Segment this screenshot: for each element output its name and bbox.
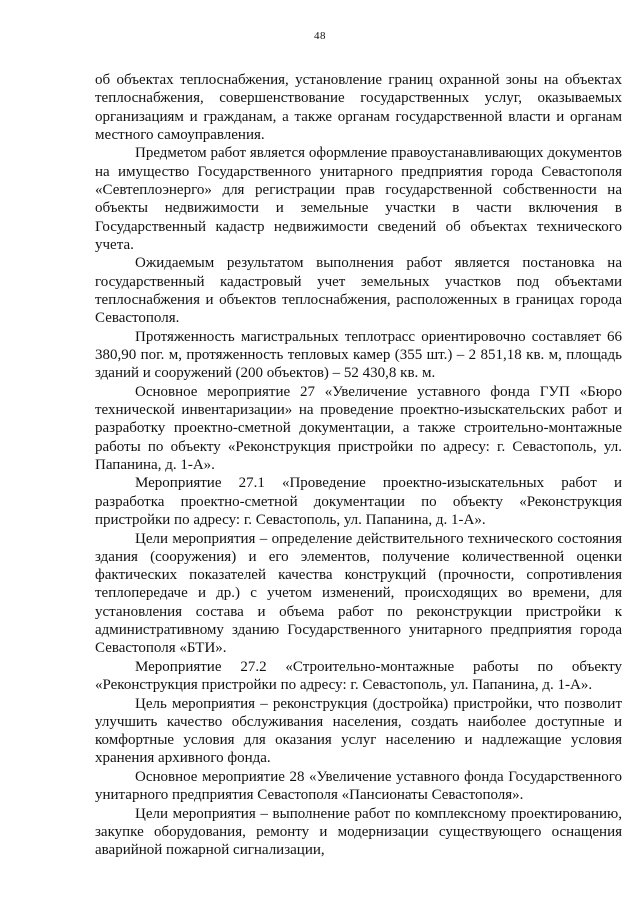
paragraph-main-measure-28: Основное мероприятие 28 «Увеличение уставного фонда Государственного унитарного предприятия Севастополя «Пансионаты Севастополя». xyxy=(95,768,622,804)
paragraph-measure-27-2: Мероприятие 27.2 «Строительно-монтажные работы по объекту «Реконструкция пристройки по адресу: г. Севастополь, ул. Папанина, д. 1-А». xyxy=(95,658,622,694)
paragraph-continuation: об объектах теплоснабжения, установление границ охранной зоны на объектах теплоснабжения, совершенствование государственных услуг, оказываемых организациям и гражданам, а также органам государственной власти и органам местного самоуправления. xyxy=(95,72,622,143)
paragraph-expected-result: Ожидаемым результатом выполнения работ является постановка на государственный кадастровый учет земельных участков под объектами теплоснабжения и объектов теплоснабжения, расположенных в границах города Севастополя. xyxy=(95,255,622,327)
paragraph-measure-27-2-goal: Цель мероприятия – реконструкция (достройка) пристройки, что позволит улучшить качество обслуживания населения, создать наиболее доступные и комфортные условия для оказания услуг населению и надлежащие условия хранения архивного фонда. xyxy=(95,695,622,767)
paragraph-main-measure-27: Основное мероприятие 27 «Увеличение уставного фонда ГУП «Бюро технической инвентаризации» на проведение проектно-изыскательских работ и разработку проектно-сметной документации, а также строительно-монтажные работы по объекту «Реконструкция пристройки по адресу: г. Севастополь, ул. Папанина, д. 1-А». xyxy=(95,383,622,473)
paragraph-length-figures: Протяженность магистральных теплотрасс ориентировочно составляет 66 380,90 пог. м, протяженность тепловых камер (355 шт.) – 2 851,18 кв. м, площадь зданий и сооружений (200 объектов) – 52 430,8 кв. м. xyxy=(95,328,622,382)
paragraph-measure-28-goals: Цели мероприятия – выполнение работ по комплексному проектированию, закупке оборудования, ремонту и модернизации существующего оснащения аварийной пожарной сигнализации, xyxy=(95,805,622,859)
paragraph-subject-of-work: Предметом работ является оформление правоустанавливающих документов на имущество Государственного унитарного предприятия города Севастополя «Севтеплоэнерго» для регистрации прав государственной собственности на объекты недвижимости и земельные участки в части включения в Государственный кадастр недвижимости сведений об объектах технического учета. xyxy=(95,145,622,253)
paragraph-measure-27-1: Мероприятие 27.1 «Проведение проектно-изыскательных работ и разработка проектно-сметной документации по объекту «Реконструкция пристройки по адресу: г. Севастополь, ул. Папанина, д. 1-А». xyxy=(95,475,622,529)
paragraph-measure-27-1-goals: Цели мероприятия – определение действительного технического состояния здания (сооружения) и его элементов, получение количественной оценки фактических показателей качества конструкций (прочности, сопротивления теплопередаче и др.) с учетом изменений, происходящих во времени, для установления состава и объема работ по реконструкции пристройки к административному зданию Государственного унитарного предприятия города Севастополя «БТИ». xyxy=(95,530,622,657)
document-body xyxy=(95,71,622,860)
page-number: 48 xyxy=(314,30,326,42)
